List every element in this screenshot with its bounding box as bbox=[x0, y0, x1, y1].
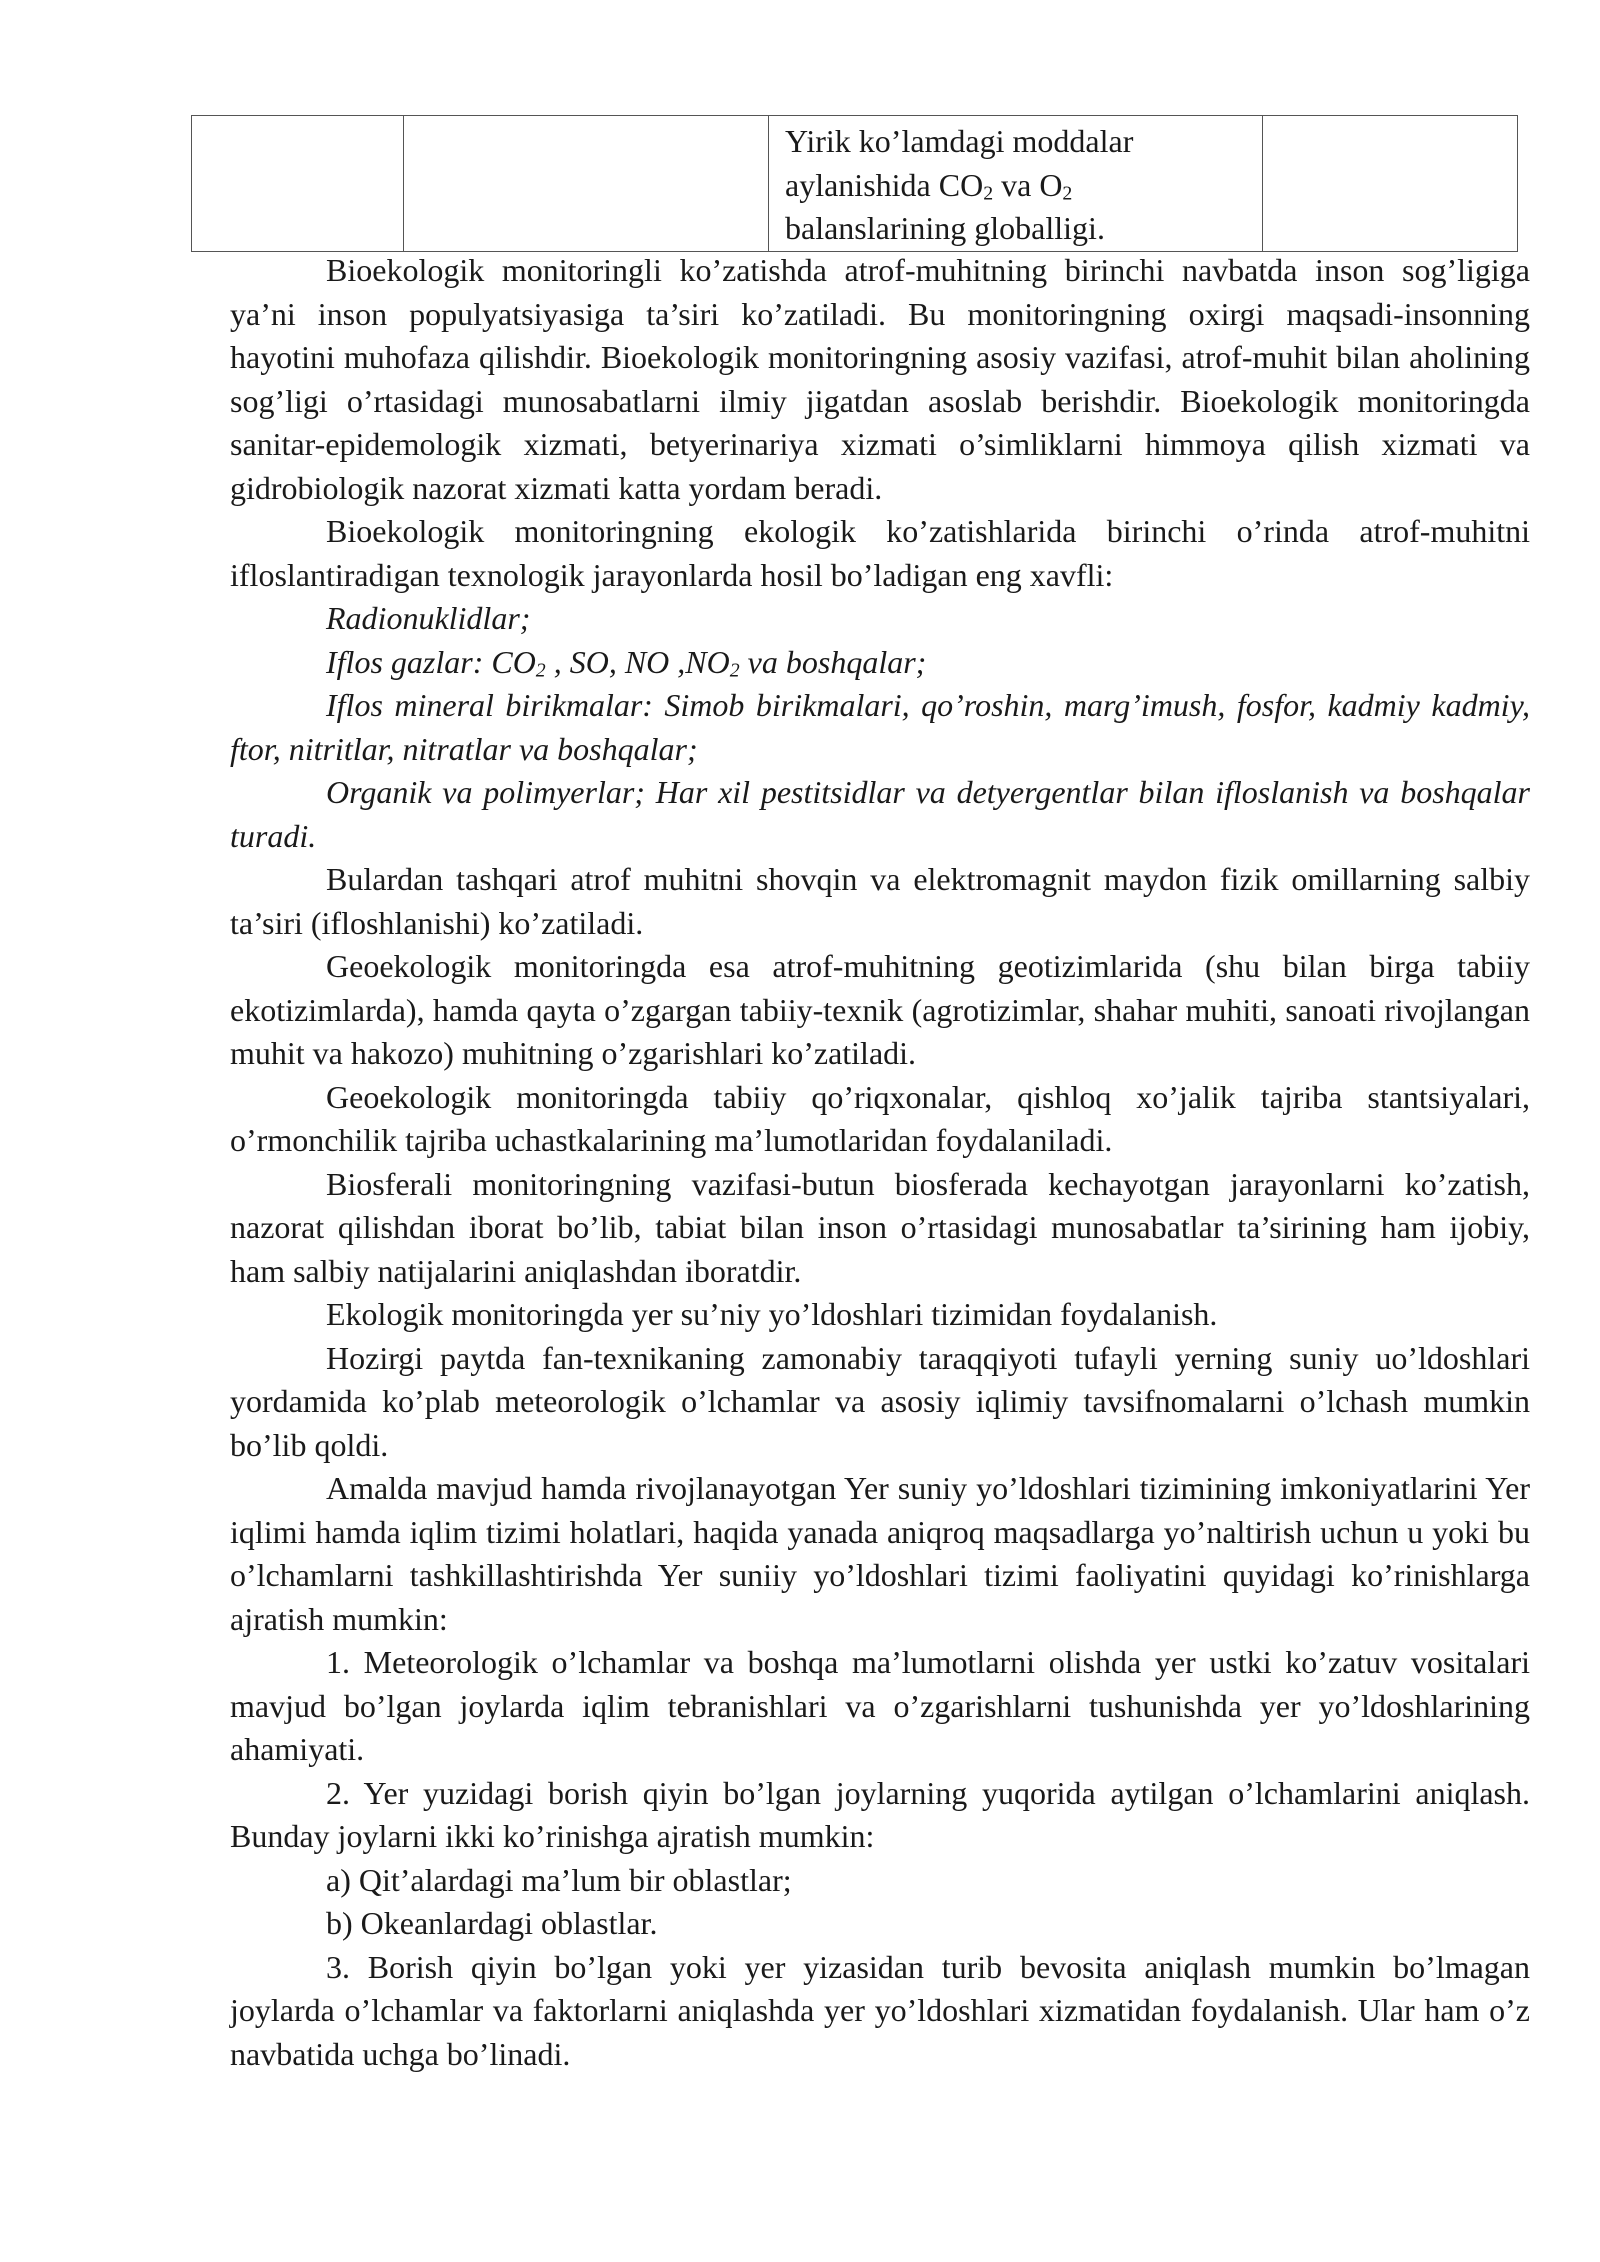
paragraph: Ekologik monitoringda yer su’niy yo’ldoshlari tizimidan foydalanish. bbox=[326, 1296, 1218, 1332]
list-item: Iflos mineral birikmalar: Simob birikmalari, qo’roshin, marg’imush, fosfor, kadmiy kadmiy, ftor, nitritlar, nitratlar va boshqalar; bbox=[230, 687, 1530, 767]
table-cell-line: Yirik ko’lamdagi moddalar bbox=[785, 123, 1134, 159]
numbered-item: 2. Yer yuzidagi borish qiyin bo’lgan joylarning yuqorida aytilgan o’lchamlarini aniqlash. Bunday joylarni ikki ko’rinishga ajratish mumkin: bbox=[230, 1774, 1530, 1854]
paragraph: Geoekologik monitoringda tabiiy qo’riqxonalar, qishloq xo’jalik tajriba stantsiyalari, o’rmonchilik tajriba uchastkalarining ma’lumotlaridan foydalaniladi. bbox=[230, 1078, 1530, 1158]
sub-item: a) Qit’alardagi ma’lum bir oblastlar; bbox=[326, 1861, 792, 1898]
paragraph: Hozirgi paytda fan-texnikaning zamonabiy taraqqiyoti tufayli yerning suniy uo’ldoshlari yordamida ko’plab meteorologik o’lchamlar va asosiy iqlimiy tavsifnomalarni o’lchash mumkin bo’lib qoldi. bbox=[230, 1339, 1530, 1463]
table-cell-text bbox=[769, 116, 1263, 252]
list-item: Organik va polimyerlar; Har xil pestitsidlar va detyergentlar bilan ifloslanish va boshqalar turadi. bbox=[230, 774, 1530, 854]
paragraph: Amalda mavjud hamda rivojlanayotgan Yer suniy yo’ldoshlari tizimining imkoniyatlarini Yer iqlimi hamda iqlim tizimi holatlari, haqida yanada aniqroq maqsadlarga yo’naltirish uchun u yoki bu o’lchamlarni tashkillashtirishda Yer suniiy yo’ldoshlari tizimi faoliyatini quyidagi ko’rinishlarga ajratish mumkin: bbox=[230, 1470, 1530, 1637]
numbered-item: 3. Borish qiyin bo’lgan yoki yer yizasidan turib bevosita aniqlash mumkin bo’lmagan joylarda o’lchamlar va faktorlarni aniqlashda yer yo’ldoshlari xizmatidan foydalanish. Ular ham o’z navbatida uchga bo’linadi. bbox=[230, 1948, 1530, 2072]
paragraph: Geoekologik monitoringda esa atrof-muhitning geotizimlarida (shu bilan birga tabiiy ekotizimlarda), hamda qayta o’zgargan tabiiy-texnik (agrotizimlar, shahar muhiti, sanoati rivojlangan muhit va hakozo) muhitning o’zgarishlari ko’zatiladi. bbox=[230, 948, 1530, 1071]
sub-item: b) Okeanlardagi oblastlar. bbox=[326, 1905, 658, 1941]
paragraph: Bioekologik monitoringli ko’zatishda atrof-muhitning birinchi navbatda inson sog’ligiga ya’ni inson populyatsiyasiga ta’siri ko’zatiladi. Bu monitoringning oxirgi maqsadi-insonning hayotini muhofaza qilishdir. Bioekologik monitoringning asosiy vazifasi, atrof-muhit bilan aholining sog’ligi o’rtasidagi munosabatlarni ilmiy jigatdan asoslab berishdir. Bioekologik monitoringda sanitar-epidemologik xizmati, betyerinariya xizmati o’simliklarni himmoya qilish xizmati va gidrobiologik nazorat xizmati katta yordam beradi. bbox=[230, 252, 1530, 506]
table-cell-line: aylanishida $CO_2$ va $O_2$ bbox=[785, 166, 1073, 205]
table-cell-line: balanslarining globalligi. bbox=[785, 210, 1105, 246]
paragraph: Bioekologik monitoringning ekologik ko’zatishlarida birinchi o’rinda atrof-muhitni ifloslantiradigan texnologik jarayonlarda hosil bo’ladigan eng xavfli: bbox=[230, 513, 1530, 593]
list-item: Radionuklidlar; bbox=[326, 600, 531, 636]
list-item: Iflos gazlar: $CO_2$ , SO, NO $,NO_2$ va boshqalar; bbox=[326, 643, 927, 682]
table-fragment bbox=[191, 115, 1518, 252]
table-cell-empty-4 bbox=[1263, 116, 1518, 252]
paragraph: Biosferali monitoringning vazifasi-butun biosferada kechayotgan jarayonlarni ko’zatish, nazorat qilishdan iborat bo’lib, tabiat bilan inson o’rtasidagi munosabatlar ta’sirining ham ijobiy, ham salbiy natijalarini aniqlashdan iboratdir. bbox=[230, 1165, 1530, 1289]
paragraph: Bulardan tashqari atrof muhitni shovqin va elektromagnit maydon fizik omillarning salbiy ta’siri (ifloshlanishi) ko’zatiladi. bbox=[230, 861, 1530, 941]
document-body bbox=[230, 249, 1530, 2076]
table-cell-empty-2 bbox=[404, 116, 769, 252]
numbered-item: 1. Meteorologik o’lchamlar va boshqa ma’lumotlarni olishda yer ustki ko’zatuv vositalari mavjud bo’lgan joylarda iqlim tebranishlari va o’zgarishlarni tushunishda yer yo’ldoshlarining ahamiyati. bbox=[230, 1644, 1530, 1767]
table-cell-empty-1 bbox=[192, 116, 404, 252]
table-row bbox=[192, 116, 1518, 252]
